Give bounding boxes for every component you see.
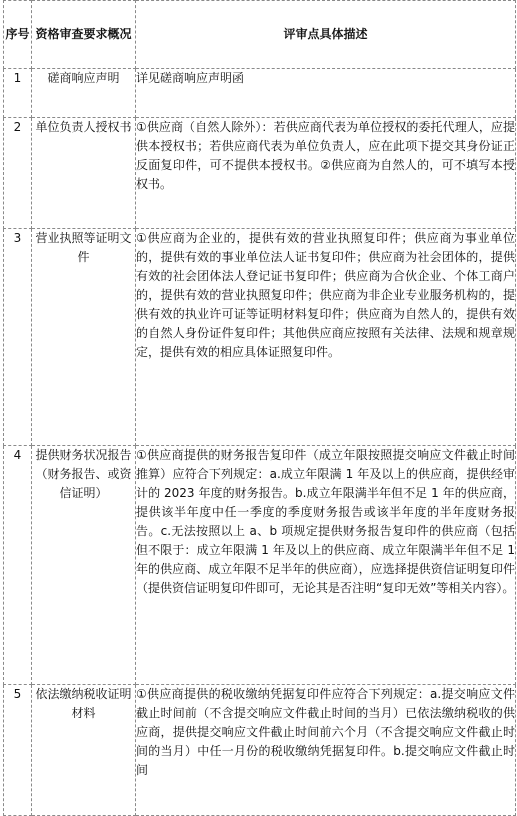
header-review-point-description: 评审点具体描述	[136, 1, 516, 69]
table-row	[4, 229, 516, 446]
table-row	[4, 685, 516, 816]
row-requirement: 依法缴纳税收证明材料	[32, 685, 136, 816]
row-description: ①供应商提供的财务报告复印件（成立年限按照提交响应文件截止时间推算）应符合下列规定：a.成立年限满 1 年及以上的供应商，提供经审计的 2023 年度的财务报告。b.成立年限满半年但不足 1 年的供应商，提供该半年度中任一季度的季度财务报告或该半年度的半年度财务报告。c.无法按照以上 a、b 项规定提供财务报告复印件的供应商（包括但不限于：成立年限满 1 年及以上的供应商、成立年限满半年但不足 1 年的供应商、成立年限不足半年的供应商），应选择提供资信证明复印件（提供资信证明复印件即可，无论其是否注明“复印无效”等相关内容）。	[136, 446, 516, 685]
row-serial-number: 1	[4, 69, 32, 118]
row-description: ①供应商提供的税收缴纳凭据复印件应符合下列规定：a.提交响应文件截止时间前（不含提交响应文件截止时间的当月）已依法缴纳税收的供应商，提供提交响应文件截止时间前六个月（不含提交响应文件截止时间的当月）中任一月份的税收缴纳凭据复印件。b.提交响应文件截止时间	[136, 685, 516, 816]
row-requirement: 磋商响应声明	[32, 69, 136, 118]
row-requirement: 营业执照等证明文件	[32, 229, 136, 446]
row-serial-number: 4	[4, 446, 32, 685]
row-description: 详见磋商响应声明函	[136, 69, 516, 118]
row-description: ①供应商为企业的，提供有效的营业执照复印件；供应商为事业单位的，提供有效的事业单位法人证书复印件；供应商为社会团体的，提供有效的社会团体法人登记证书复印件；供应商为合伙企业、个体工商户的，提供有效的营业执照复印件；供应商为非企业专业服务机构的，提供有效的执业许可证等证明材料复印件；供应商为自然人的，提供有效的自然人身份证件复印件；其他供应商应按照有关法律、法规和规章规定，提供有效的相应具体证照复印件。	[136, 229, 516, 446]
row-serial-number: 2	[4, 118, 32, 229]
header-qualification-requirement: 资格审查要求概况	[32, 1, 136, 69]
table-row	[4, 118, 516, 229]
qualification-review-table	[3, 0, 516, 816]
table-row	[4, 69, 516, 118]
row-serial-number: 3	[4, 229, 32, 446]
qualification-review-document	[3, 0, 515, 816]
row-serial-number: 5	[4, 685, 32, 816]
table-header-row	[4, 1, 516, 69]
row-description: ①供应商（自然人除外）：若供应商代表为单位授权的委托代理人，应提供本授权书；若供应商代表为单位负责人，应在此项下提交其身份证正反面复印件，可不提供本授权书。②供应商为自然人的，可不填写本授权书。	[136, 118, 516, 229]
row-requirement: 提供财务状况报告（财务报告、或资信证明）	[32, 446, 136, 685]
table-row	[4, 446, 516, 685]
header-serial-number: 序号	[4, 1, 32, 69]
row-requirement: 单位负责人授权书	[32, 118, 136, 229]
